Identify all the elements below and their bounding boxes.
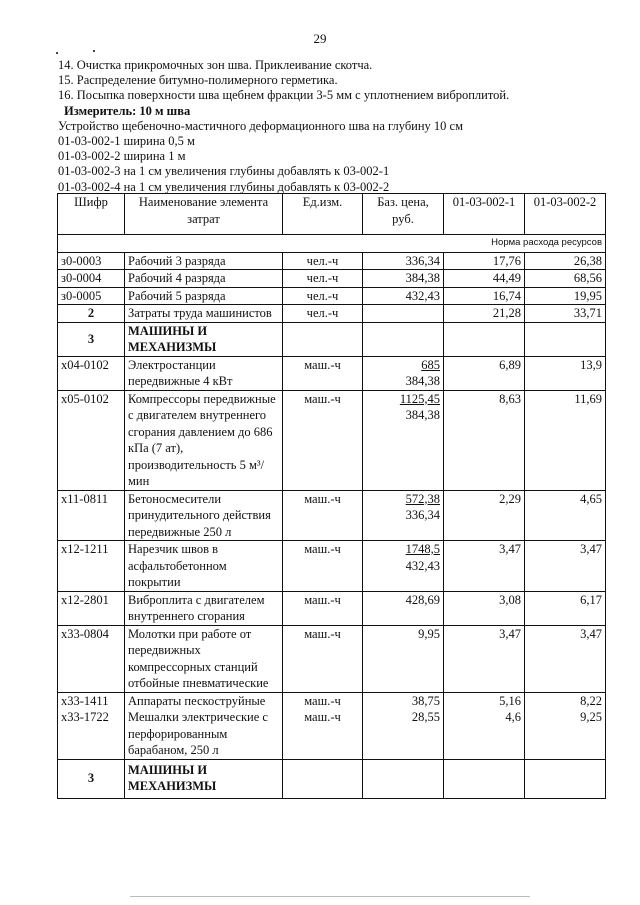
row-value-1: 6,89 [444,356,525,390]
row-code: х33-1411 [61,693,109,708]
section-row [58,322,606,356]
row-value-2: 3,47 [525,541,606,592]
price-bottom: 384,38 [405,408,440,422]
operator-labor-row [58,305,606,323]
resource-table [57,193,606,799]
row-value-1: 2,29 [444,490,525,541]
row-unit: маш.-ч [283,541,363,592]
row-price [363,490,444,541]
header-col1: 01-03-002-1 [444,194,525,235]
row-price [363,541,444,592]
row-code: 2 [58,305,125,323]
measure-line: Измеритель: 10 м шва [64,103,191,118]
row-code: х12-1211 [58,541,125,592]
row-value-1: 3,08 [444,591,525,625]
description-variant-4: 01-03-002-4 на 1 см увеличения глубины добавлять к 03-002-2 [58,179,390,194]
price-bottom: 432,43 [405,558,440,573]
intro-step-16: 16. Посыпка поверхности шва щебнем фракции 3-5 мм с уплотнением виброплитой. [58,88,510,103]
row-name: Мешалки электрические с перфорированным барабаном, 250 л [128,710,268,757]
row-code: х12-2801 [58,591,125,625]
intro-step-15: 15. Распределение битумно-полимерного герметика. [58,73,338,88]
row-value-2: 6,17 [525,591,606,625]
row-name: Аппараты пескоструйные [128,693,266,708]
row-unit: чел.-ч [283,252,363,270]
row-value-1: 3,47 [444,541,525,592]
description-variant-1: 01-03-002-1 ширина 0,5 м [58,134,195,149]
row-price: 336,34 [363,252,444,270]
table-row-combined [58,692,606,759]
norm-row [58,235,606,253]
row-value-1: 44,49 [444,270,525,288]
row-price: 432,43 [363,287,444,305]
row-name: Молотки при работе от передвижных компрессорных станций отбойные пневматические [125,625,283,692]
row-name: Компрессоры передвижные с двигателем внутреннего сгорания давлением до 686 кПа (7 ат), производительность 5 м³/мин [125,390,283,490]
row-unit: маш.-ч [283,490,363,541]
row-name: Нарезчик швов в асфальтобетонном покрытии [125,541,283,592]
table-row [58,625,606,692]
price-top: 572,38 [405,491,440,506]
table-row [58,356,606,390]
row-price: 384,38 [363,270,444,288]
row-value-2: 68,56 [525,270,606,288]
row-unit: маш.-ч [283,390,363,490]
row-name: Электростанции передвижные 4 кВт [125,356,283,390]
price-top: 685 [421,357,440,372]
row-value-1: 5,16 [499,693,521,708]
table-row [58,490,606,541]
price-top: 1748,5 [405,542,440,556]
scan-edge-line [130,896,530,897]
row-name: Рабочий 3 разряда [125,252,283,270]
section-title: МАШИНЫ И МЕХАНИЗМЫ [125,759,283,798]
row-price [363,356,444,390]
section-code: 3 [58,322,125,356]
row-value-1: 8,63 [444,390,525,490]
page-number: 29 [313,31,327,46]
row-value-2: 13,9 [525,356,606,390]
row-price: 9,95 [363,625,444,692]
table-row [58,591,606,625]
row-code: х04-0102 [58,356,125,390]
row-value-2: 3,47 [525,625,606,692]
row-value-1: 4,6 [505,710,521,724]
section-code: 3 [58,759,125,798]
row-unit: маш.-ч [283,591,363,625]
table-row [58,252,606,270]
row-value-1: 17,76 [444,252,525,270]
description-title: Устройство щебеночно-мастичного деформационного шва на глубину 10 см [58,118,464,133]
row-code: х05-0102 [58,390,125,490]
row-name: Затраты труда машинистов [125,305,283,323]
intro-step-14: 14. Очистка прикромочных зон шва. Приклеивание скотча. [58,58,373,72]
section-row [58,759,606,798]
row-value-1: 3,47 [444,625,525,692]
row-value-2: 33,71 [525,305,606,323]
row-value-2: 26,38 [525,252,606,270]
row-unit: маш.-ч [304,693,341,708]
row-unit: чел.-ч [283,287,363,305]
table-row [58,390,606,490]
row-unit: маш.-ч [283,356,363,390]
header-code: Шифр [58,194,125,235]
row-price: 428,69 [363,591,444,625]
header-unit: Ед.изм. [283,194,363,235]
row-code: з0-0003 [58,252,125,270]
intro-block [58,58,509,195]
scan-speck [56,52,58,54]
price-bottom: 336,34 [405,508,440,522]
row-name: Бетоносмесители принудительного действия передвижные 250 л [125,490,283,541]
row-code: з0-0004 [58,270,125,288]
row-value-2: 19,95 [525,287,606,305]
table-row [58,541,606,592]
scan-speck [93,50,95,52]
row-value-2: 8,22 [580,693,602,708]
price-bottom: 384,38 [405,374,440,388]
row-code: х33-0804 [58,625,125,692]
header-name: Наименование элемента затрат [125,194,283,235]
row-name: Рабочий 4 разряда [125,270,283,288]
row-name: Рабочий 5 разряда [125,287,283,305]
row-unit: чел.-ч [283,305,363,323]
header-price: Баз. цена, руб. [363,194,444,235]
row-unit: маш.-ч [283,625,363,692]
row-value-2: 9,25 [580,710,602,724]
row-value-1: 21,28 [444,305,525,323]
row-name: Виброплита с двигателем внутреннего сгорания [125,591,283,625]
row-unit: маш.-ч [304,710,341,724]
row-price-empty [363,305,444,323]
row-value-2: 4,65 [525,490,606,541]
section-title: МАШИНЫ И МЕХАНИЗМЫ [125,322,283,356]
description-variant-3: 01-03-002-3 на 1 см увеличения глубины добавлять к 03-002-1 [58,164,390,179]
row-price: 38,75 [411,693,440,708]
row-unit: чел.-ч [283,270,363,288]
row-price: 28,55 [411,710,440,724]
row-value-2: 11,69 [525,390,606,490]
table-header-row [58,194,606,235]
row-code: х11-0811 [58,490,125,541]
header-col2: 01-03-002-2 [525,194,606,235]
table-row [58,270,606,288]
table-row [58,287,606,305]
description-variant-2: 01-03-002-2 ширина 1 м [58,149,186,164]
norm-label: Норма расхода ресурсов [58,235,606,253]
price-top: 1125,45 [399,391,440,406]
row-price [363,390,444,490]
row-code: х33-1722 [61,710,109,724]
row-value-1: 16,74 [444,287,525,305]
row-code: з0-0005 [58,287,125,305]
